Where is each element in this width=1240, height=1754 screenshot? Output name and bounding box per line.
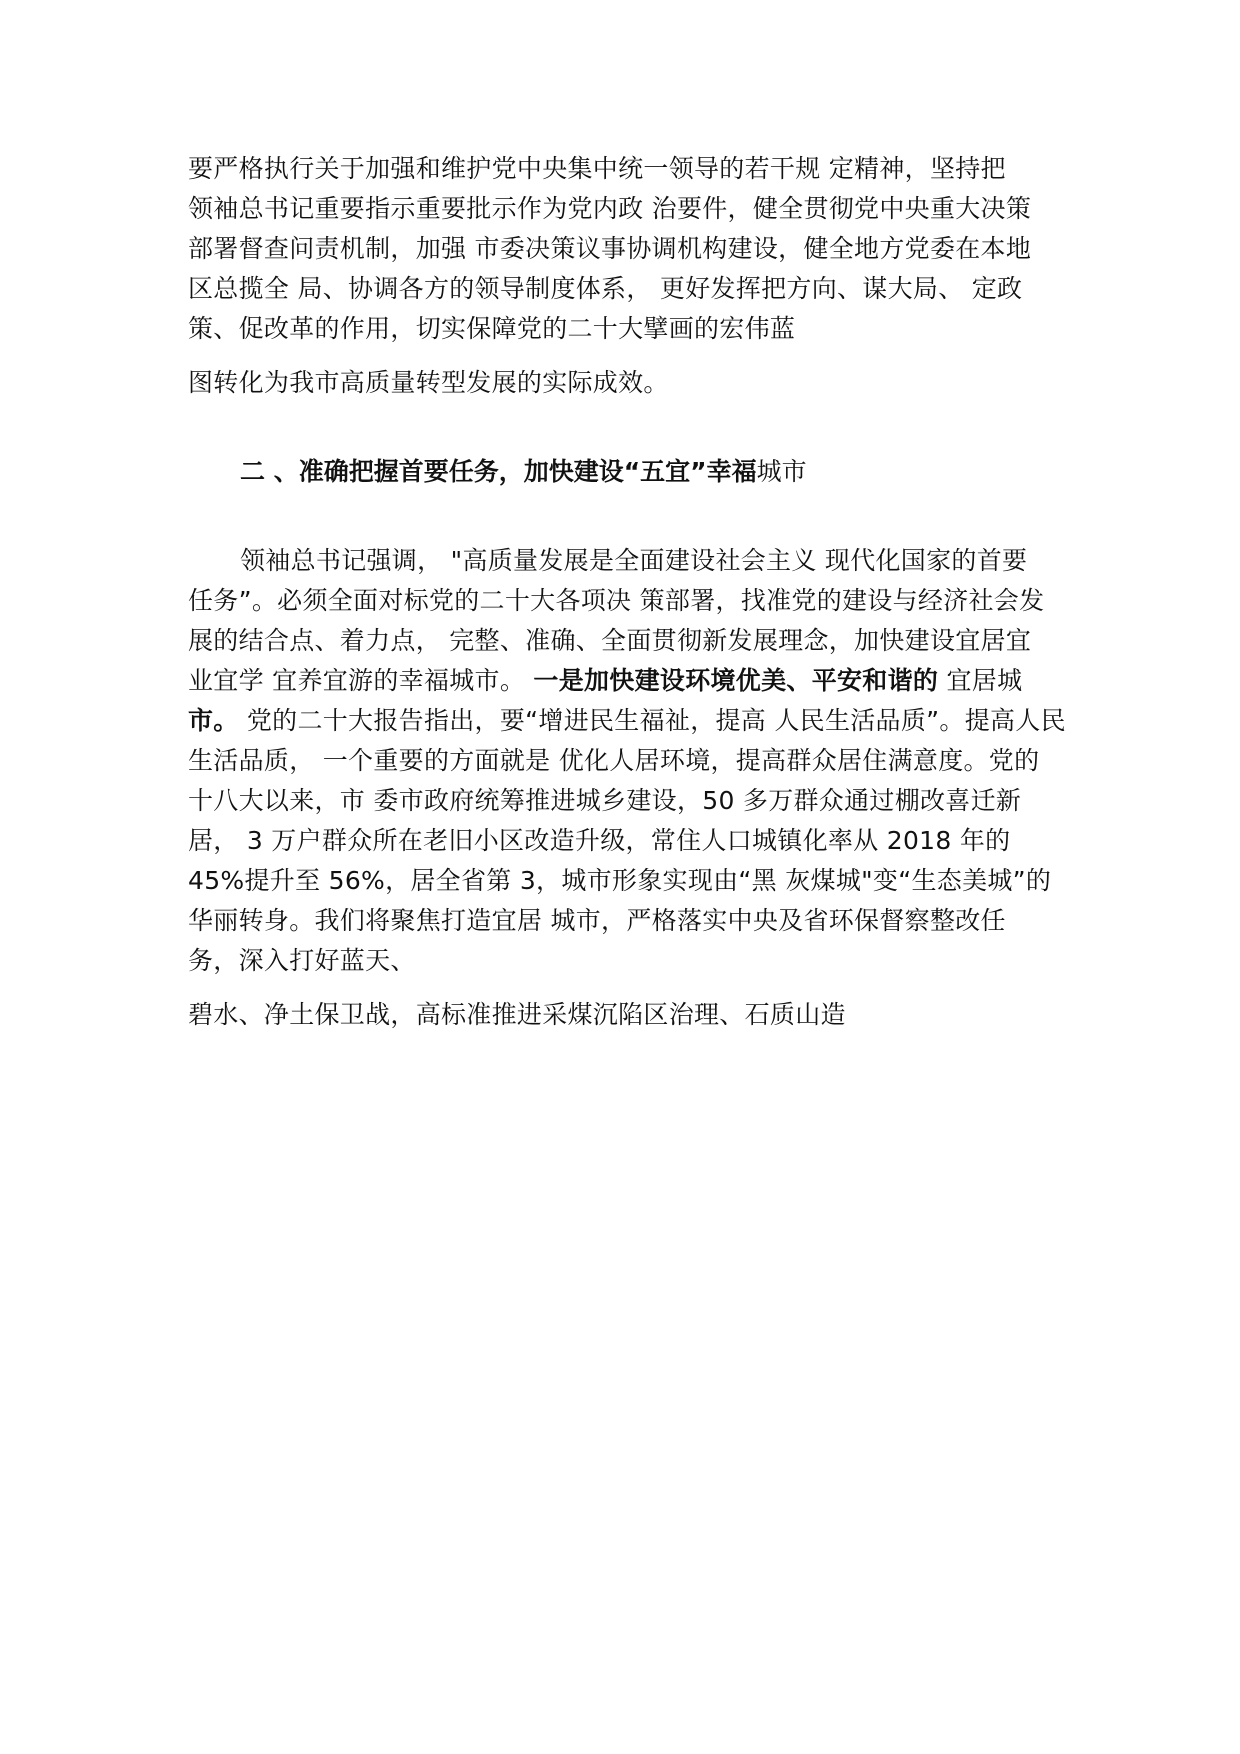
body-text-line: 居， 3 万户群众所在老旧小区改造升级，常住人口城镇化率从 2018 年的: [188, 826, 1011, 855]
body-text-line: 务，深入打好蓝天、: [188, 946, 416, 975]
text-run: 党的二十大报告指出，要“增进民生福祉，提高 人民生活品质”。提高人民: [238, 706, 1066, 735]
body-text-line: 十八大以来，市 委市政府统筹推进城乡建设，50 多万群众通过棚改喜迁新: [188, 786, 1022, 815]
body-text-line: 区总揽全 局、协调各方的领导制度体系， 更好发挥把方向、谋大局、 定政: [188, 274, 1023, 303]
body-text-line: [188, 659, 1072, 703]
text-run: 宜居城: [938, 666, 1023, 695]
body-text-line: [188, 699, 1072, 743]
body-text-line: 45%提升至 56%，居全省第 3，城市形象实现由“黑 灰煤城"变“生态美城”的: [188, 866, 1052, 895]
body-text-line: 任务”。必须全面对标党的二十大各项决 策部署，找准党的建设与经济社会发: [188, 586, 1045, 615]
body-text-line: 部署督查问责机制，加强 市委决策议事协调机构建设，健全地方党委在本地: [188, 234, 1032, 263]
body-text-line: 华丽转身。我们将聚焦打造宜居 城市，严格落实中央及省环保督察整改任: [188, 906, 1006, 935]
body-text-line: 领袖总书记重要指示重要批示作为党内政 治要件，健全贯彻党中央重大决策: [188, 194, 1032, 223]
body-text-line: 领袖总书记强调， "高质量发展是全面建设社会主义 现代化国家的首要: [240, 546, 1028, 575]
body-text-line: 图转化为我市高质量转型发展的实际成效。: [188, 368, 669, 397]
body-text-line: 要严格执行关于加强和维护党中央集中统一领导的若干规 定精神，坚持把: [188, 154, 1006, 183]
text-run: 业宜学 宜养宜游的幸福城市。: [188, 666, 534, 695]
body-text-line: 展的结合点、着力点， 完整、准确、全面贯彻新发展理念，加快建设宜居宜: [188, 626, 1032, 655]
section-heading: [240, 450, 1072, 494]
emphasis-text: 一是加快建设环境优美、平安和谐的: [533, 666, 939, 695]
body-text-line: 生活品质， 一个重要的方面就是 优化人居环境，提高群众居住满意度。党的: [188, 746, 1040, 775]
body-text-line: 碧水、净土保卫战，高标准推进采煤沉陷区治理、石质山造: [188, 1000, 846, 1029]
section-heading-tail: 城市: [756, 457, 807, 486]
section-heading-bold: 二 、准确把握首要任务，加快建设“五宜”幸福: [240, 457, 757, 486]
emphasis-text: 市。: [188, 706, 239, 735]
body-text-line: 策、促改革的作用，切实保障党的二十大擘画的宏伟蓝: [188, 314, 796, 343]
